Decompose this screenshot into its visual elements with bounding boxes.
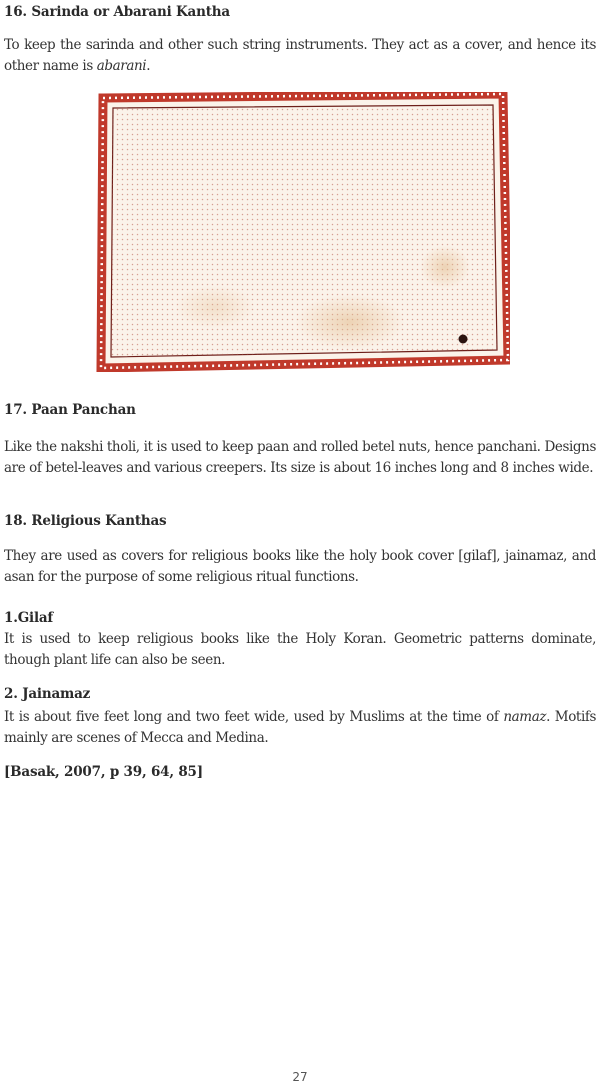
jainamaz-text-part-2: . Motifs mainly are scenes of Mecca and Medina. — [4, 709, 596, 746]
citation: [Basak, 2007, p 39, 64, 85] — [4, 764, 203, 780]
kantha-stain — [420, 245, 470, 289]
section-heading-gilaf: 1.Gilaf — [4, 610, 54, 626]
sarinda-text-part-1: To keep the sarinda and other such string instruments. They act as a cover, and hence its other name is — [4, 37, 596, 74]
section-text-paan-panchan: Like the nakshi tholi, it is used to keep paan and rolled betel nuts, hence panchani. Designs are of betel-leaves and various creepers. Its size is about 16 inches long and 8 inches wide. — [4, 439, 596, 476]
kantha-image — [95, 92, 510, 372]
section-text-jainamaz — [4, 707, 596, 749]
section-heading-religious: 18. Religious Kanthas — [4, 513, 167, 529]
section-text-religious: They are used as covers for religious books like the holy book cover [gilaf], jainamaz, and asan for the purpose of some religious ritual functions. — [4, 548, 596, 585]
page-number: 27 — [292, 1070, 308, 1084]
jainamaz-text-italic: namaz — [503, 709, 547, 725]
sarinda-text-part-2: . — [146, 58, 151, 74]
kantha-stain — [295, 294, 405, 350]
kantha-dot-motif — [459, 335, 468, 344]
kantha-stain — [175, 285, 255, 329]
section-text-gilaf: It is used to keep religious books like the Holy Koran. Geometric patterns dominate, though plant life can also be seen. — [4, 631, 596, 668]
section-text-sarinda — [4, 35, 596, 77]
jainamaz-text-part-1: It is about five feet long and two feet wide, used by Muslims at the time of — [4, 709, 504, 725]
section-heading-jainamaz: 2. Jainamaz — [4, 686, 91, 702]
section-heading-paan-panchan: 17. Paan Panchan — [4, 402, 136, 418]
sarinda-text-italic: abarani — [96, 58, 147, 74]
section-heading-sarinda: 16. Sarinda or Abarani Kantha — [4, 4, 230, 20]
